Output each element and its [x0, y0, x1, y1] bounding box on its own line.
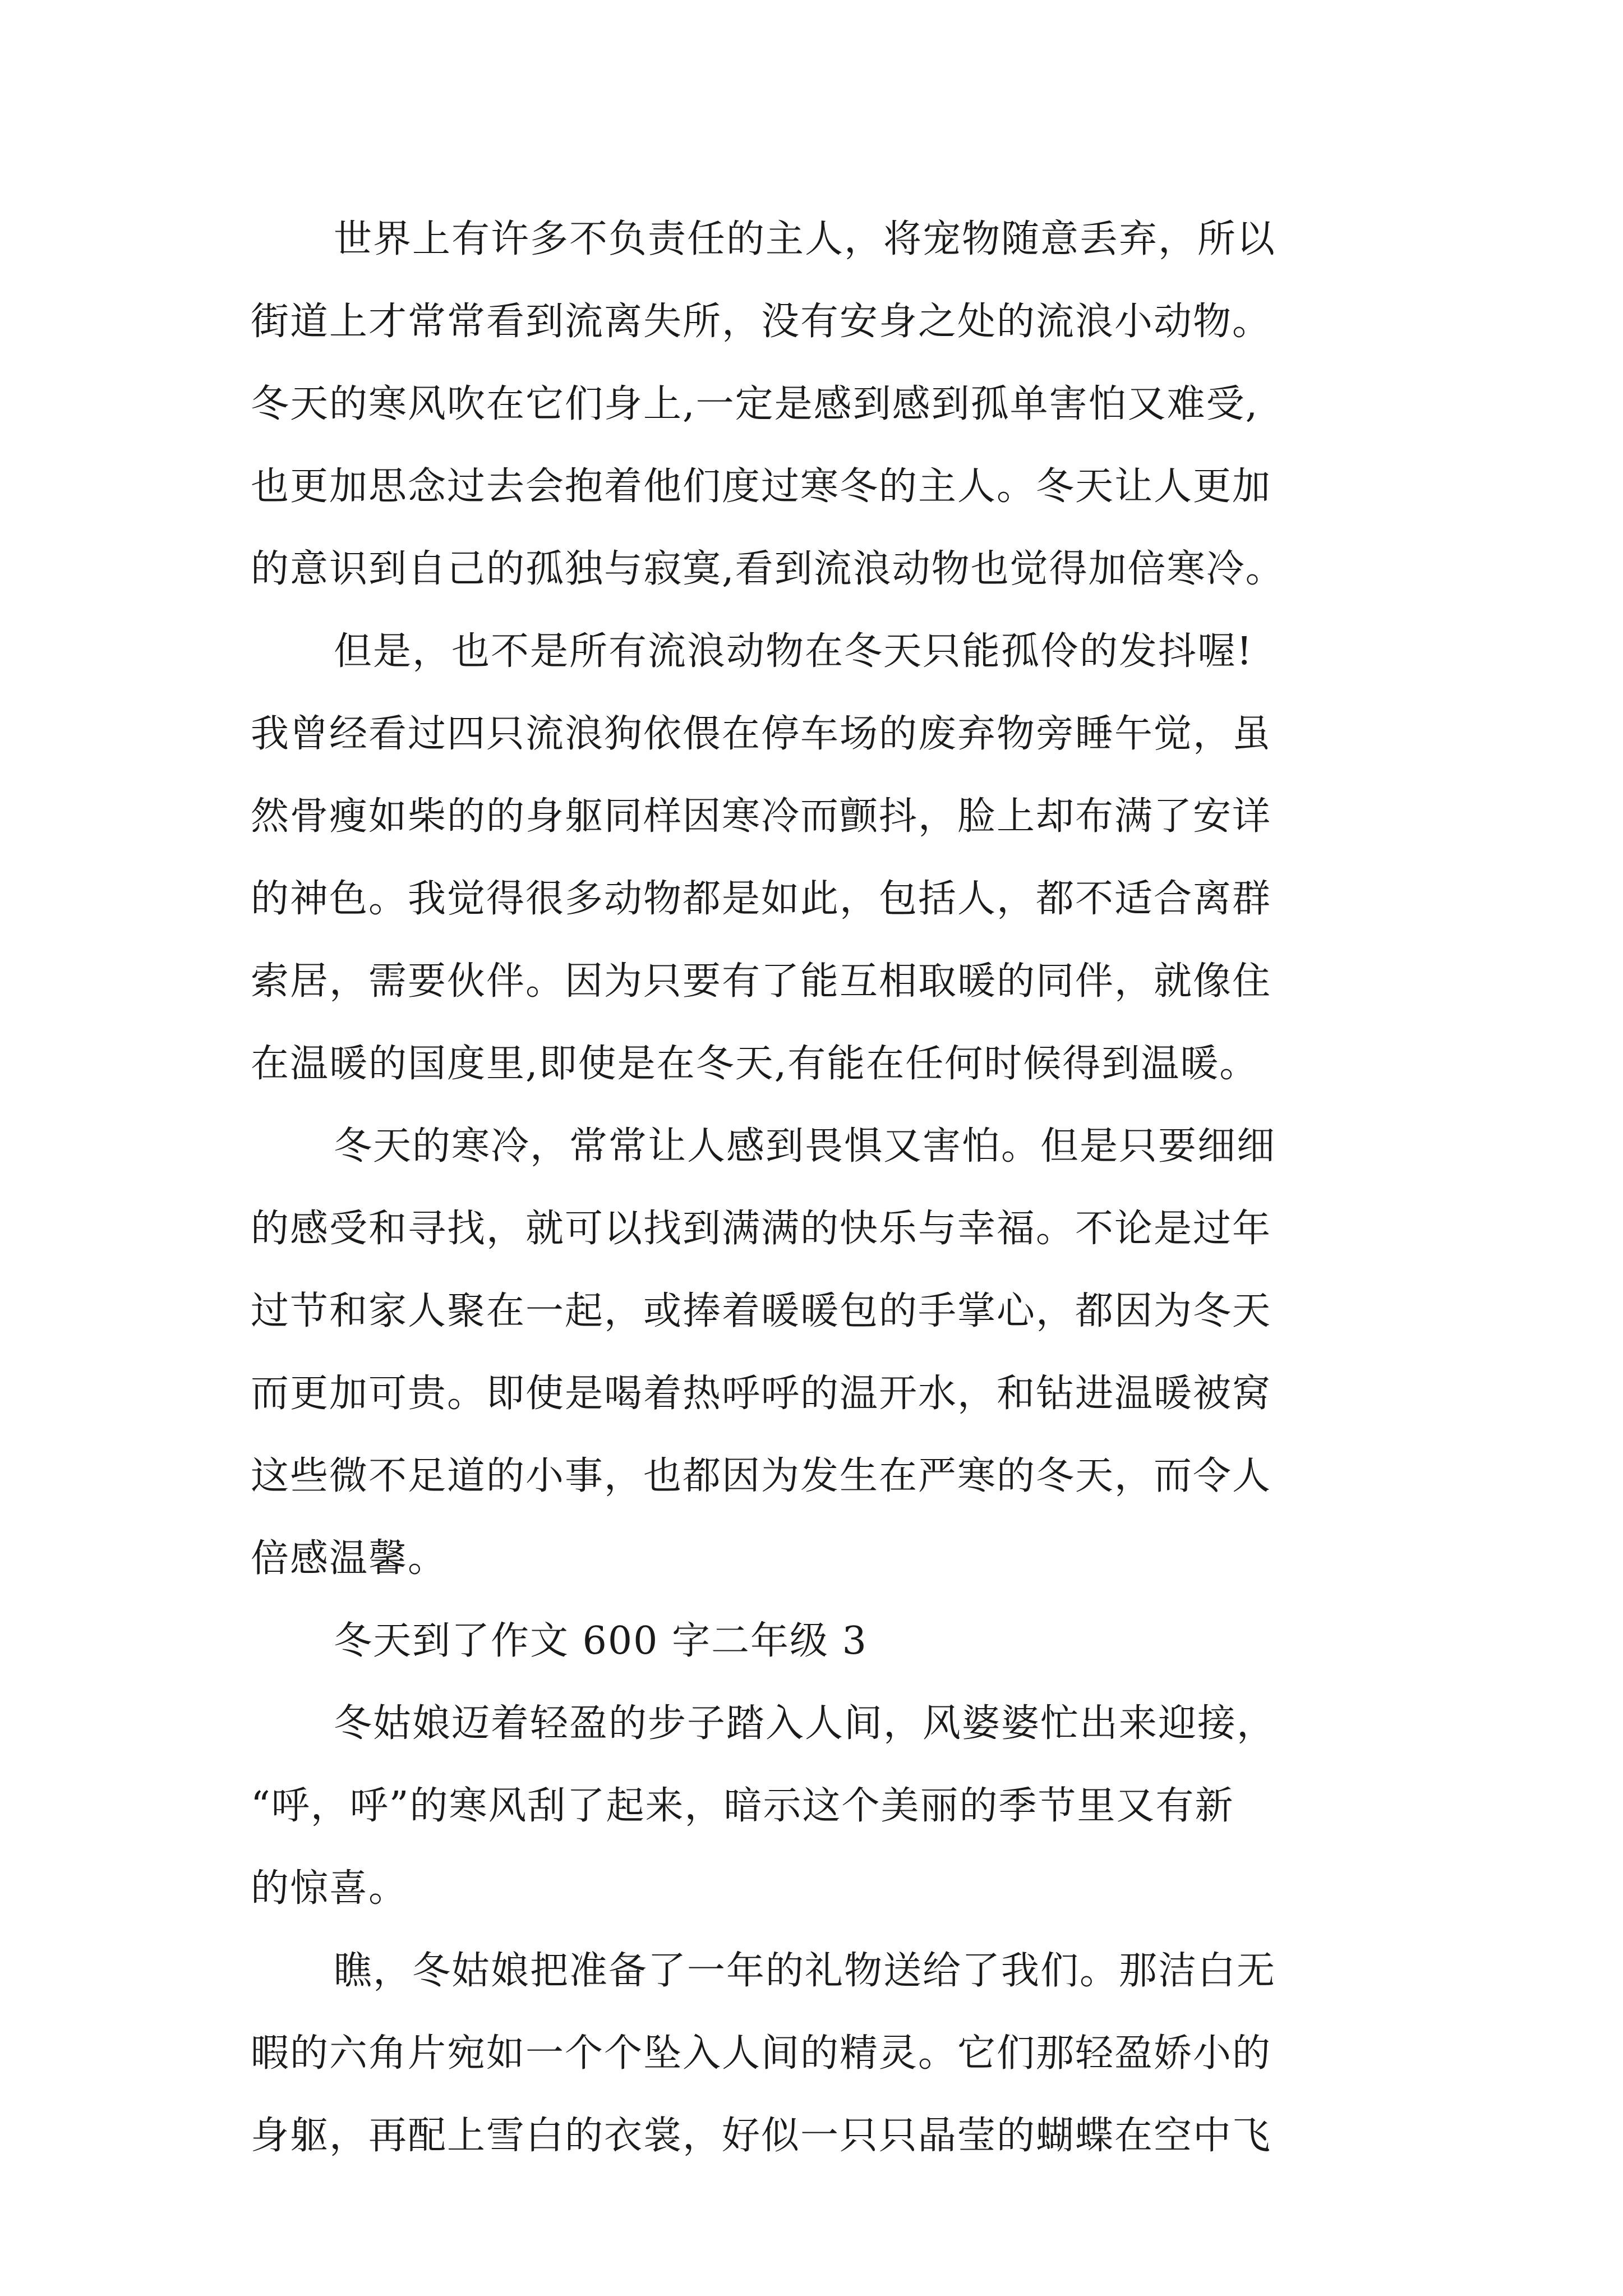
text-line: 索居，需要伙伴。因为只要有了能互相取暖的同伴，就像住 — [251, 959, 1272, 1004]
text-line: 在温暖的国度里,即使是在冬天,有能在任何时候得到温暖。 — [251, 1042, 1259, 1086]
text-line: 的感受和寻找，就可以找到满满的快乐与幸福。不论是过年 — [251, 1207, 1272, 1251]
text-line: “呼，呼”的寒风刮了起来，暗示这个美丽的季节里又有新 — [251, 1784, 1234, 1828]
text-line: 我曾经看过四只流浪狗依偎在停车场的废弃物旁睡午觉，虽 — [251, 712, 1272, 756]
text-line: 暇的六角片宛如一个个坠入人间的精灵。它们那轻盈娇小的 — [251, 2031, 1272, 2076]
text-line: 冬天的寒风吹在它们身上,一定是感到感到孤单害怕又难受, — [251, 382, 1259, 426]
text-line: 的神色。我觉得很多动物都是如此，包括人，都不适合离群 — [251, 877, 1272, 921]
section-heading: 冬天到了作文 600 字二年级 3 — [334, 1619, 868, 1663]
text-line: 街道上才常常看到流离失所，没有安身之处的流浪小动物。 — [251, 300, 1272, 344]
text-line: 身躯，再配上雪白的衣裳，好似一只只晶莹的蝴蝶在空中飞 — [251, 2114, 1272, 2158]
text-line: 冬天的寒冷，常常让人感到畏惧又害怕。但是只要细细 — [334, 1124, 1276, 1168]
text-line: 这些微不足道的小事，也都因为发生在严寒的冬天，而令人 — [251, 1454, 1272, 1498]
text-line: 过节和家人聚在一起，或捧着暖暖包的手掌心，都因为冬天 — [251, 1289, 1272, 1333]
text-line: 世界上有许多不负责任的主人，将宠物随意丢弃，所以 — [334, 217, 1276, 261]
text-line: 瞧，冬姑娘把准备了一年的礼物送给了我们。那洁白无 — [334, 1949, 1276, 1993]
text-line: 的惊喜。 — [251, 1866, 408, 1911]
text-line: 然骨瘦如柴的的身躯同样因寒冷而颤抖，脸上却布满了安详 — [251, 794, 1272, 839]
text-line: 倍感温馨。 — [251, 1536, 448, 1581]
text-line: 的意识到自己的孤独与寂寞,看到流浪动物也觉得加倍寒冷。 — [251, 547, 1285, 591]
text-line: 冬姑娘迈着轻盈的步子踏入人间，风婆婆忙出来迎接， — [334, 1701, 1276, 1746]
text-line: 也更加思念过去会抱着他们度过寒冬的主人。冬天让人更加 — [251, 464, 1272, 509]
text-line: 但是，也不是所有流浪动物在冬天只能孤伶的发抖喔! — [334, 629, 1253, 674]
text-line: 而更加可贵。即使是喝着热呼呼的温开水，和钻进温暖被窝 — [251, 1372, 1272, 1416]
